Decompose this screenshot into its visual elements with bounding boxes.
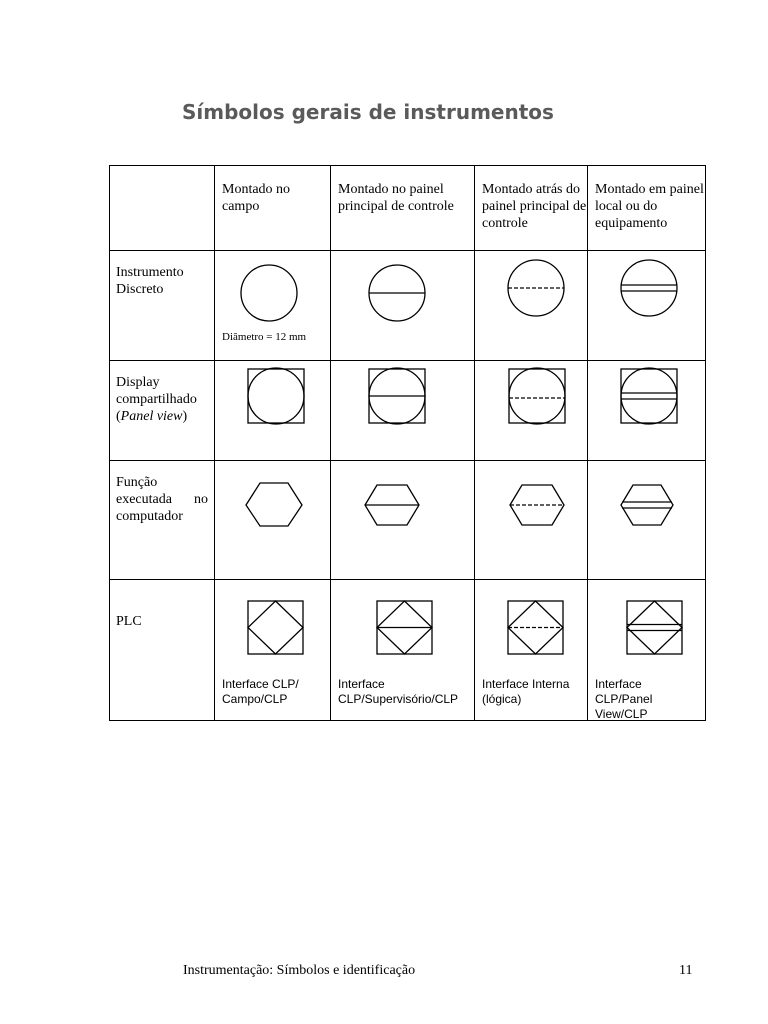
row-label-plc bbox=[110, 580, 215, 721]
cell-display-main-panel bbox=[331, 361, 475, 461]
plc-main-panel-caption: Interface CLP/Supervisório/CLP bbox=[338, 677, 459, 706]
function-local-panel-symbol bbox=[588, 461, 706, 580]
header-row bbox=[110, 166, 706, 251]
header-cell-empty bbox=[110, 166, 215, 251]
diameter-note: Diâmetro = 12 mm bbox=[222, 331, 307, 343]
cell-plc-field bbox=[215, 580, 331, 721]
cell-plc-local-panel bbox=[588, 580, 706, 721]
function-behind-panel-symbol bbox=[475, 461, 588, 580]
display-behind-panel-symbol bbox=[475, 361, 588, 461]
plc-local-panel-caption: Interface CLP/Panel View/CLP bbox=[595, 677, 653, 721]
paren-close: ) bbox=[182, 409, 188, 424]
row-label-shared-display bbox=[110, 361, 215, 461]
panel-view-italic: Panel view bbox=[120, 409, 183, 424]
cell-discrete-behind-panel bbox=[475, 251, 588, 361]
row-label-discrete bbox=[110, 251, 215, 361]
cell-discrete-local-panel bbox=[588, 251, 706, 361]
row-computer-function bbox=[110, 461, 706, 580]
page-number: 11 bbox=[679, 963, 693, 978]
row-plc bbox=[110, 580, 706, 721]
function-field-symbol bbox=[215, 461, 331, 580]
cell-function-main-panel bbox=[331, 461, 475, 580]
display-main-panel-symbol bbox=[331, 361, 475, 461]
header-behind-panel: Montado atrás do painel principal de controle bbox=[475, 166, 588, 251]
row-label-plc-text: PLC bbox=[116, 614, 142, 629]
discrete-main-panel-symbol bbox=[331, 251, 475, 361]
cell-display-field bbox=[215, 361, 331, 461]
discrete-behind-panel-symbol bbox=[475, 251, 588, 361]
header-local-panel: Montado em painel local ou do equipamento bbox=[588, 166, 706, 251]
cell-display-behind-panel bbox=[475, 361, 588, 461]
paren-open: ( bbox=[116, 409, 121, 424]
row-shared-display bbox=[110, 361, 706, 461]
cell-function-field bbox=[215, 461, 331, 580]
header-main-panel: Montado no painel principal de controle bbox=[331, 166, 475, 251]
plc-field-caption: Interface CLP/ Campo/CLP bbox=[222, 677, 299, 706]
cell-discrete-main-panel bbox=[331, 251, 475, 361]
header-field-mounted: Montado no campo bbox=[215, 166, 331, 251]
row-discrete-instrument bbox=[110, 251, 706, 361]
footer-title: Instrumentação: Símbolos e identificação bbox=[183, 963, 416, 978]
row-label-function-line1: Função bbox=[116, 475, 158, 490]
display-field-symbol bbox=[215, 361, 331, 461]
display-local-panel-symbol bbox=[588, 361, 706, 461]
discrete-local-panel-symbol bbox=[588, 251, 706, 361]
row-label-computer-function bbox=[110, 461, 215, 580]
page-title: Símbolos gerais de instrumentos bbox=[182, 100, 554, 124]
row-label-function-line2: executada no bbox=[116, 492, 208, 507]
cell-function-local-panel bbox=[588, 461, 706, 580]
cell-plc-main-panel bbox=[331, 580, 475, 721]
row-label-display-line2: compartilhado bbox=[116, 392, 197, 407]
cell-function-behind-panel bbox=[475, 461, 588, 580]
cell-discrete-field bbox=[215, 251, 331, 361]
function-main-panel-symbol bbox=[331, 461, 475, 580]
row-label-display-line1: Display bbox=[116, 375, 160, 390]
cell-display-local-panel bbox=[588, 361, 706, 461]
cell-plc-behind-panel bbox=[475, 580, 588, 721]
row-label-display-line3 bbox=[116, 408, 208, 425]
instrument-symbols-table bbox=[109, 165, 706, 721]
row-label-discrete-text: Instrumento Discreto bbox=[116, 265, 184, 297]
row-label-function-line3: computador bbox=[116, 509, 183, 524]
plc-behind-panel-caption: Interface Interna (lógica) bbox=[482, 677, 570, 706]
